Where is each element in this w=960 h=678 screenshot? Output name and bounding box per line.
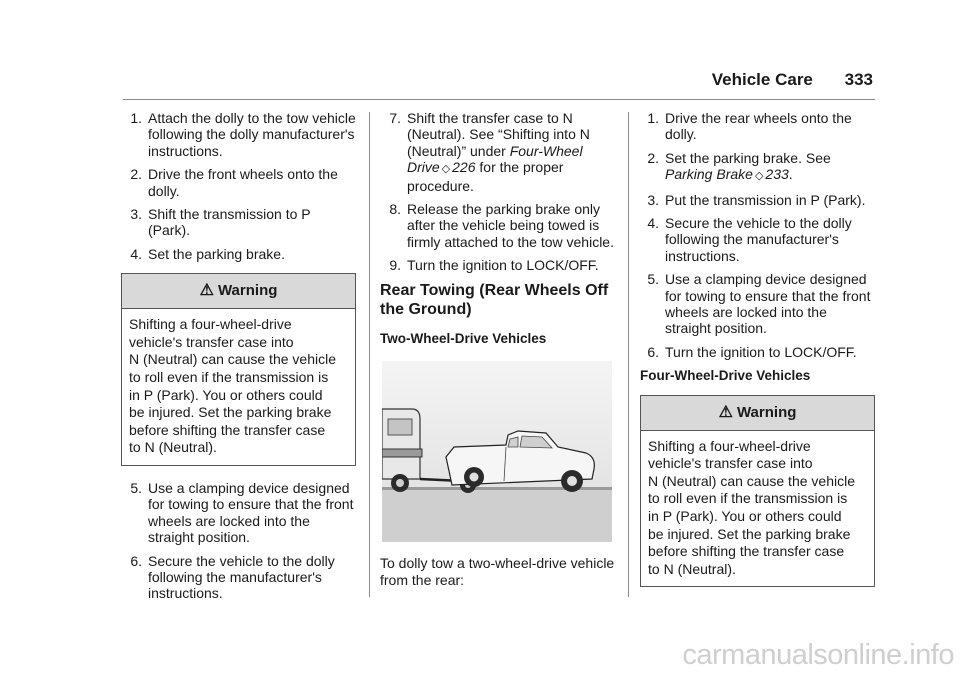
step-number: 2. [130, 166, 142, 183]
step-text: Turn the ignition to LOCK/OFF. [665, 343, 857, 360]
warning-line: vehicle's transfer case into [129, 333, 294, 350]
step-number: 3. [647, 191, 659, 208]
step-number: 2. [647, 149, 659, 166]
warning-text [641, 431, 874, 587]
step-number: 5. [647, 271, 659, 288]
warning-line: N (Neutral) can cause the vehicle [648, 472, 855, 489]
illustration-caption: To dolly tow a two-wheel-drive vehicle from the rear: [380, 555, 615, 588]
warning-header [641, 396, 874, 431]
list-item [121, 110, 356, 159]
list-item [121, 246, 356, 262]
warning-line: be injured. Set the parking brake [648, 525, 851, 542]
watermark: carmanualsonline.info [682, 639, 954, 671]
step-text-part: Set the parking brake. See [665, 149, 831, 166]
list-item [380, 201, 617, 250]
warning-label: Warning [217, 282, 278, 300]
step-text: Drive the rear wheels onto the dolly. [665, 110, 852, 143]
cross-reference-link[interactable]: Parking Brake [665, 166, 753, 183]
warning-box [121, 273, 356, 466]
step-text: Release the parking brake only after the vehicle being towed is firmly attached to the tow vehicle. [407, 201, 614, 250]
warning-label: Warning [736, 403, 797, 421]
step-number: 6. [647, 343, 659, 360]
page-reference-icon: ◇ [754, 170, 764, 183]
step-number: 6. [130, 552, 142, 569]
section-heading: Rear Towing (Rear Wheels Off the Ground) [380, 281, 609, 318]
step-text [407, 110, 617, 194]
step-text: Put the transmission in P (Park). [665, 191, 866, 208]
warning-line: Shifting a four-wheel-drive [648, 437, 811, 454]
list-item [121, 480, 356, 546]
warning-line: be injured. Set the parking brake [129, 404, 332, 421]
page-reference-number[interactable]: 233 [765, 166, 789, 183]
list-item [640, 215, 875, 264]
cross-reference-link[interactable]: Four-Wheel Drive [407, 142, 583, 176]
warning-line: vehicle's transfer case into [648, 455, 813, 472]
list-item [640, 271, 875, 337]
step-text: Attach the dolly to the tow vehicle following the dolly manufacturer's instructions. [148, 110, 356, 159]
steps-list-a [121, 110, 356, 262]
header-rule [123, 99, 875, 100]
step-number: 1. [647, 110, 659, 126]
step-number: 1. [130, 110, 142, 126]
list-item [640, 150, 875, 185]
warning-line: before shifting the transfer case [129, 421, 326, 438]
list-item [380, 257, 617, 273]
page-number: 333 [844, 70, 873, 89]
page-header [712, 70, 873, 90]
step-number: 5. [130, 480, 142, 496]
warning-line: before shifting the transfer case [648, 543, 845, 560]
list-item [121, 166, 356, 199]
step-number: 4. [647, 215, 659, 232]
list-item [640, 192, 875, 208]
warning-header [122, 274, 355, 309]
step-text [665, 150, 875, 185]
warning-line: to N (Neutral). [648, 560, 736, 577]
list-item [121, 553, 356, 602]
subsection-heading: Four-Wheel-Drive Vehicles [640, 368, 811, 384]
step-text-part: . [788, 166, 793, 183]
list-item [640, 344, 875, 360]
warning-icon: ⚠ [199, 282, 214, 300]
column-3 [640, 110, 875, 601]
step-text-part: Shift the transfer case to N (Neutral). See “Shifting into N (Neutral)” under [407, 110, 590, 159]
steps-list-b [121, 480, 356, 602]
warning-line: to roll even if the transmission is [648, 490, 848, 507]
warning-text [122, 309, 355, 465]
warning-line: to roll even if the transmission is [129, 369, 329, 386]
list-item [121, 206, 356, 239]
step-text: Set the parking brake. [148, 245, 285, 262]
step-number: 9. [389, 257, 401, 274]
warning-icon: ⚠ [718, 403, 733, 421]
page-reference-number[interactable]: 226 [452, 159, 476, 176]
step-number: 8. [389, 201, 401, 218]
column-divider-2 [628, 112, 629, 597]
column-2 [380, 110, 617, 588]
step-number: 3. [130, 206, 142, 223]
step-text-part: for the proper procedure. [407, 159, 564, 194]
step-text: Shift the transmission to P (Park). [148, 206, 311, 239]
page-reference-icon: ◇ [441, 163, 451, 176]
step-text: Turn the ignition to LOCK/OFF. [407, 257, 599, 274]
step-number: 7. [389, 110, 401, 126]
list-item [380, 110, 617, 194]
section-title: Vehicle Care [711, 70, 813, 89]
warning-line: to N (Neutral). [129, 439, 217, 456]
warning-line: in P (Park). You or others could [129, 386, 323, 403]
step-text: Drive the front wheels onto the dolly. [148, 166, 338, 199]
warning-box [640, 395, 875, 588]
list-item [640, 110, 875, 143]
column-1 [121, 110, 356, 609]
rear-dolly-towing-illustration [382, 361, 612, 542]
step-text: Secure the vehicle to the dolly following the manufacturer's instructions. [665, 215, 852, 264]
subsection-heading: Two-Wheel-Drive Vehicles [380, 330, 547, 346]
warning-line: Shifting a four-wheel-drive [129, 316, 292, 333]
step-text: Use a clamping device designed for towing to ensure that the front wheels are locked into the straight position. [148, 480, 354, 546]
column-divider-1 [369, 112, 370, 597]
step-text: Use a clamping device designed for towing to ensure that the front wheels are locked into the straight position. [665, 271, 871, 337]
step-text: Secure the vehicle to the dolly following the manufacturer's instructions. [148, 552, 335, 602]
step-number: 4. [130, 245, 142, 262]
warning-line: N (Neutral) can cause the vehicle [129, 351, 336, 368]
warning-line: in P (Park). You or others could [648, 508, 842, 525]
